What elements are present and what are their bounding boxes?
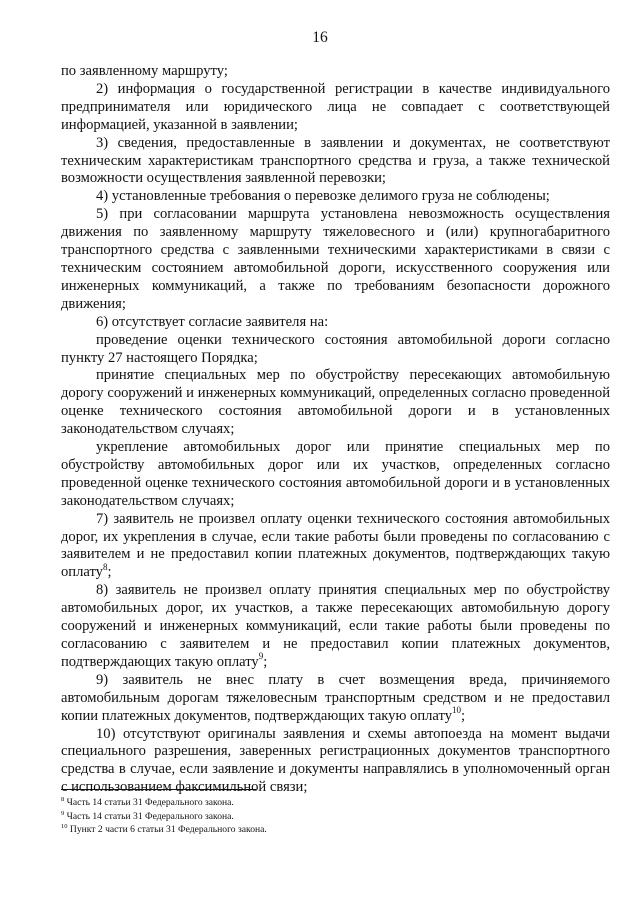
paragraph-item-7: 7) заявитель не произвел оплату оценки технического состояния автомобильных дорог, их укрепления в случае, если такие работы были проведены по согласованию с заявителем и не предоставил копии платежных документов, подтверждающих такую оплату$^8$; bbox=[61, 510, 610, 581]
paragraph-item-6: 6) отсутствует согласие заявителя на: bbox=[96, 313, 329, 330]
paragraph-item-6-b: принятие специальных мер по обустройству пересекающих автомобильную дорогу сооружений и инженерных коммуникаций, определенных согласно проведенной оценке технического состояния автомобильной дороги и в установленных законодательством случаях; bbox=[61, 367, 610, 438]
footnote-8: $^8$ Часть 14 статьи 31 Федерального закона. bbox=[61, 795, 234, 808]
paragraph-item-3: 3) сведения, предоставленные в заявлении и документах, не соответствуют техническим характеристикам транспортного средства и груза, а также технической возможности осуществления заявленной перевозки; bbox=[61, 134, 610, 187]
paragraph-item-6-a: проведение оценки технического состояния автомобильной дороги согласно пункту 27 настоящего Порядка; bbox=[61, 331, 610, 366]
paragraph-item-5: 5) при согласовании маршрута установлена невозможность осуществления движения по заявленному маршруту тяжеловесного и (или) крупногабаритного транспортного средства с заявленными техническими характеристиками в связи с техническим состоянием автомобильной дороги, искусственного сооружения или инженерных коммуникаций, а также по требованиям безопасности дорожного движения; bbox=[61, 206, 610, 312]
page-number: 16 bbox=[312, 29, 328, 46]
footnote-ref-10: 10 bbox=[452, 704, 462, 715]
body-text bbox=[61, 63, 610, 797]
footnote-10: $^{10}$ Пункт 2 части 6 статьи 31 Федерального закона. bbox=[61, 822, 267, 835]
paragraph-item-8: 8) заявитель не произвел оплату принятия специальных мер по обустройству автомобильных дорог, их участков, а также пересекающих автомобильную дорогу сооружений и инженерных коммуникаций, если такие работы были проведены по согласованию с заявителем и не предоставил копии платежных документов, подтверждающих такую оплату$^9$; bbox=[61, 582, 610, 670]
footnote-ref-8: 8 bbox=[102, 561, 108, 572]
paragraph-item-4: 4) установленные требования о перевозке делимого груза не соблюдены; bbox=[96, 188, 550, 205]
footnote-separator bbox=[61, 789, 256, 790]
paragraph-item-10: 10) отсутствуют оригиналы заявления и схемы автопоезда на момент выдачи специального разрешения, заверенных регистрационных документов транспортного средства в случае, если заявление и документы направлялись в уполномоченный орган с использованием факсимильной связи; bbox=[61, 725, 610, 796]
footnote-ref-9: 9 bbox=[258, 651, 264, 662]
paragraph-item-2: 2) информация о государственной регистрации в качестве индивидуального предпринимателя или юридического лица не совпадает с соответствующей информацией, указанной в заявлении; bbox=[61, 80, 610, 133]
footnotes bbox=[61, 796, 610, 837]
footnote-9: $^9$ Часть 14 статьи 31 Федерального закона. bbox=[61, 809, 234, 822]
paragraph-item-6-c: укрепление автомобильных дорог или принятие специальных мер по обустройству автомобильных дорог или их участков, определенных согласно проведенной оценке технического состояния автомобильной дороги и в установленных законодательством случаях; bbox=[61, 439, 610, 509]
paragraph-item-9: 9) заявитель не внес плату в счет возмещения вреда, причиняемого автомобильным дорогам тяжеловесным транспортным средством и не предоставил копии платежных документов, подтверждающих такую оплату$^{10}$; bbox=[61, 671, 610, 724]
paragraph-continuation: по заявленному маршруту; bbox=[61, 63, 228, 79]
